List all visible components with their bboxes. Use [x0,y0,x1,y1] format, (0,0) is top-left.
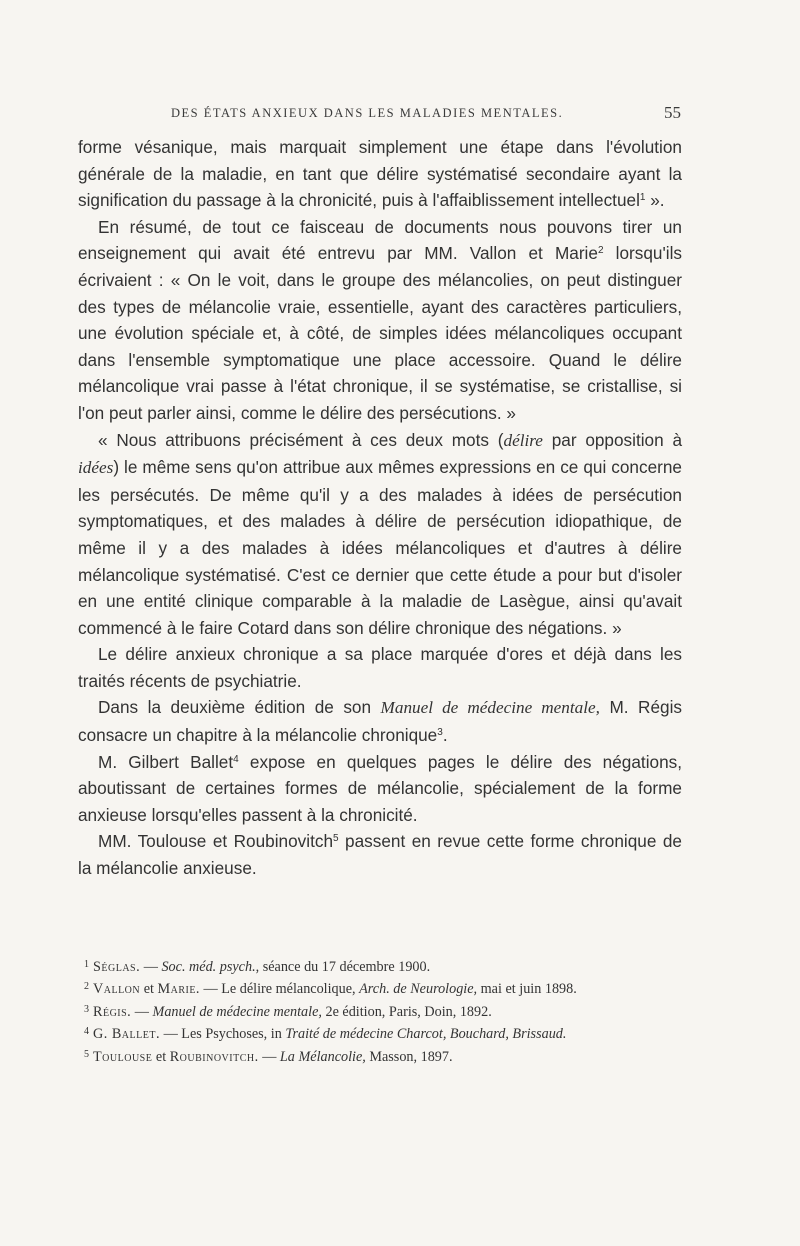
paragraph-1-text: forme vésanique, mais marquait simplement une étape dans l'évolution générale de la maladie, en tant que délire systématisé secondaire ayant la signification du passage à la chronicité, puis à l'affaiblissement intellectuel [78,137,682,211]
footnote-ref-1: 1 [639,192,646,204]
paragraph-5-mid: M. Régis consacre un chapitre à la mélancolie chronique [78,697,682,746]
footnote-5-sep: — [258,1048,280,1065]
footnote-3-author: Régis. [93,1003,132,1020]
running-head [171,103,681,126]
page-number: 55 [664,103,681,122]
paragraph-7-end: passent en revue cette forme chronique de la mélancolie anxieuse. [78,831,682,879]
footnote-ref-3: 3 [437,727,443,739]
footnote-1-number: 1 [84,959,89,970]
footnote-ref-4: 4 [233,753,239,765]
footnote-4-author: G. Ballet. [93,1026,161,1043]
footnote-1 [78,955,682,977]
footnote-4 [78,1022,682,1044]
paragraph-3 [78,427,682,642]
paragraph-7-text: MM. Toulouse et Roubinovitch [98,831,334,852]
footnote-ref-5: 5 [333,833,339,845]
footnote-5-italic: La Mélancolie, [279,1048,366,1065]
paragraph-6-text: M. Gilbert Ballet [98,751,234,772]
footnote-2-author: Vallon [93,981,141,998]
footnote-1-sep: — [140,959,162,975]
paragraph-3-italic-2: idées [78,458,114,478]
footnote-2-italic: Arch. de Neurologie, [359,981,478,998]
footnote-2 [78,977,682,999]
paragraph-2-text: En résumé, de tout ce faisceau de documents nous pouvons tirer un enseignement qui avait été entrevu par MM. Vallon et Marie [78,216,682,264]
footnote-4-italic: Traité de médecine Charcot, Bouchard, Brissaud. [285,1026,567,1043]
paragraph-5-italic: Manuel de médecine mentale, [380,698,600,718]
paragraph-5-end: . [442,725,448,746]
footnote-2-rest: mai et juin 1898. [477,981,577,998]
footnote-2-author2: Marie. [157,981,200,998]
footnote-4-number: 4 [84,1026,89,1038]
paragraph-7 [78,828,682,881]
footnote-3-number: 3 [84,1003,89,1015]
body-text [78,134,682,882]
paragraph-2-end: lorsqu'ils écrivaient : « On le voit, dans le groupe des mélancolies, on peut distinguer des types de mélancolie vraie, essentielle, ayant des caractères particuliers, une évolution spéciale et, à côté, de simples idées mélancoliques occupant dans l'ensemble symptomatique une place accessoire. Quand le délire mélancolique vrai passe à l'état chronique, il se systématise, se cristallise, si l'on peut parler ainsi, comme le délire des persécutions. » [78,243,682,423]
paragraph-1-end: ». [645,190,665,211]
running-head-title: DES ÉTATS ANXIEUX DANS LES MALADIES MENTALES. [171,106,564,120]
footnotes [78,955,682,1067]
footnote-5-author2: Roubinovitch. [169,1048,259,1065]
paragraph-1 [78,134,682,214]
paragraph-3-text: « Nous attribuons précisément à ces deux mots ( [98,429,504,450]
paragraph-2 [78,214,682,427]
paragraph-6 [78,749,682,829]
footnote-2-sep: — Le délire mélancolique, [199,981,360,998]
paragraph-4: Le délire anxieux chronique a sa place marquée d'ores et déjà dans les traités récents de psychiatrie. [78,644,682,691]
footnote-ref-2: 2 [597,245,604,257]
footnote-5-mid: et [152,1048,170,1065]
footnote-3-sep: — [131,1003,153,1020]
paragraph-3-end: ) le même sens qu'on attribue aux mêmes expressions en ce qui concerne les persécutés. De même qu'il y a des malades à idées de persécution symptomatiques, et des malades à délire de persécution idiopathique, de même il y a des malades à idées mélancoliques et d'autres à délire mélancolique systématisé. C'est ce dernier que cette étude a pour but d'isoler en une entité clinique comparable à la maladie de Lasègue, ainsi qu'avait commencé à le faire Cotard dans son délire chronique des négations. » [78,457,682,638]
paragraph-5 [78,694,682,748]
footnote-5-number: 5 [84,1048,89,1060]
footnote-3-rest: 2e édition, Paris, Doin, 1892. [321,1003,492,1020]
footnote-3-italic: Manuel de médecine mentale, [152,1003,322,1020]
footnote-1-rest: , séance du 17 décembre 1900. [255,959,431,975]
paragraph-3-italic-1: délire [503,430,543,450]
paragraph-5-text: Dans la deuxième édition de son [98,697,381,718]
footnote-5-rest: Masson, 1897. [365,1048,453,1065]
footnote-3 [78,1000,682,1022]
footnote-1-italic: Soc. méd. psych. [161,959,256,975]
paragraph-3-mid: par opposition à [542,429,683,450]
footnote-1-author: Séglas. [93,959,141,975]
footnote-5 [78,1045,682,1067]
footnote-4-sep: — Les Psychoses, in [160,1026,286,1043]
footnote-2-mid: et [140,981,158,998]
footnote-2-number: 2 [84,981,89,993]
paragraph-6-end: expose en quelques pages le délire des négations, aboutissant de certaines formes de mélancolie, spécialement de la forme anxieuse lorsqu'elles passent à la chronicité. [78,751,682,825]
footnote-5-author: Toulouse [93,1048,153,1065]
